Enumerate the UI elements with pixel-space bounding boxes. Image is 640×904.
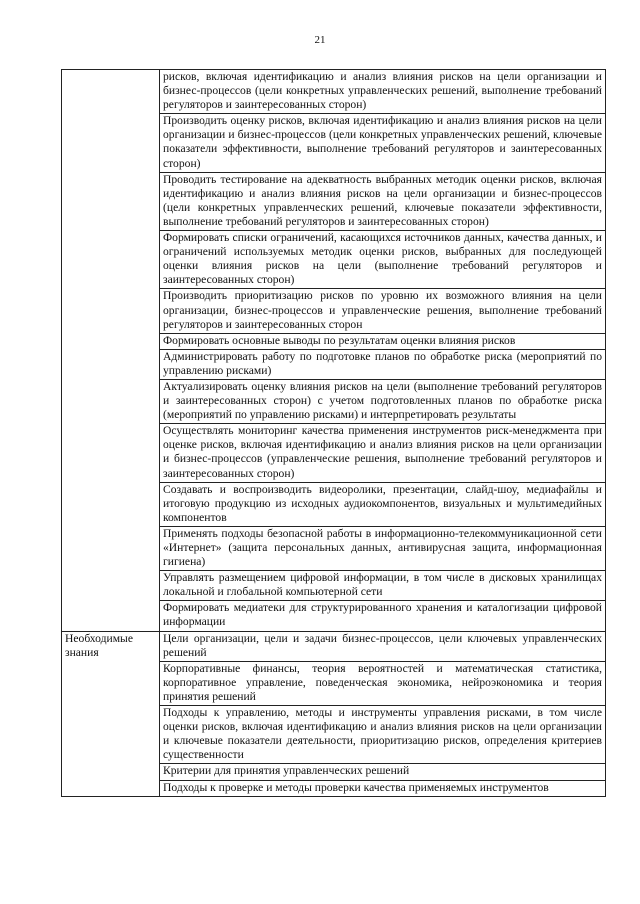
knowledge-item: Корпоративные финансы, теория вероятностей и математическая статистика, корпоративное управление, поведенческая экономика, нейроэкономика и теория принятия решений <box>160 661 606 705</box>
knowledge-item: Подходы к управлению, методы и инструменты управления рисками, в том числе оценки рисков, включая идентификацию и анализ влияния рисков на цели организации и ключевые показатели деятельности, приоритизацию рисков, определения критериев существенности <box>160 706 606 764</box>
knowledge-item: Критерии для принятия управленческих решений <box>160 764 606 780</box>
abilities-label-cell <box>62 70 160 632</box>
table-row <box>62 70 606 114</box>
ability-item: рисков, включая идентификацию и анализ влияния рисков на цели организации и бизнес-процессов (цели конкретных управленческих решений, выполнение требований регуляторов и заинтересованных сторон) <box>160 70 606 114</box>
page-number: 21 <box>314 34 326 46</box>
knowledge-item: Цели организации, цели и задачи бизнес-процессов, цели ключевых управленческих решений <box>160 631 606 661</box>
ability-item: Создавать и воспроизводить видеоролики, презентации, слайд-шоу, медиафайлы и итоговую продукцию из исходных аудиокомпонентов, визуальных и мультимедийных компонентов <box>160 482 606 526</box>
knowledge-item: Подходы к проверке и методы проверки качества применяемых инструментов <box>160 780 606 796</box>
ability-item: Производить оценку рисков, включая идентификацию и анализ влияния рисков на цели организации и бизнес-процессов (цели конкретных управленческих решений, ключевые показатели эффективности, выполнение требований регуляторов и заинтересованных сторон) <box>160 114 606 172</box>
ability-item: Актуализировать оценку влияния рисков на цели (выполнение требований регуляторов и заинтересованных сторон) с учетом подготовленных планов по обработке риска (мероприятий по управлению рисками) и интерпретировать результаты <box>160 379 606 423</box>
requirements-table <box>61 69 606 797</box>
ability-item: Управлять размещением цифровой информации, в том числе в дисковых хранилищах локальной и глобальной компьютерной сети <box>160 571 606 601</box>
ability-item: Производить приоритизацию рисков по уровню их возможного влияния на цели организации, бизнес-процессов и управленческие решения, выполнение требований регуляторов и заинтересованных сторон <box>160 289 606 333</box>
ability-item: Формировать медиатеки для структурированного хранения и каталогизации цифровой информации <box>160 601 606 631</box>
knowledge-label-cell: Необходимые знания <box>62 631 160 796</box>
ability-item: Применять подходы безопасной работы в информационно-телекоммуникационной сети «Интернет» (защита персональных данных, антивирусная защита, информационная гигиена) <box>160 526 606 570</box>
table-row <box>62 631 606 661</box>
ability-item: Формировать основные выводы по результатам оценки влияния рисков <box>160 333 606 349</box>
ability-item: Администрировать работу по подготовке планов по обработке риска (мероприятий по управлению рисками) <box>160 349 606 379</box>
ability-item: Формировать списки ограничений, касающихся источников данных, качества данных, и ограничений используемых методик оценки рисков, выбранных для последующей оценки влияния рисков на цели (выполнение требований регуляторов и заинтересованных сторон) <box>160 231 606 289</box>
ability-item: Проводить тестирование на адекватность выбранных методик оценки рисков, включая идентификацию и анализ влияния рисков на цели организации и бизнес-процессов (цели конкретных управленческих решений, ключевые показатели эффективности, выполнение требований регуляторов и заинтересованных сторон) <box>160 172 606 230</box>
ability-item: Осуществлять мониторинг качества применения инструментов риск-менеджмента при оценке рисков, включая идентификацию и анализ влияния рисков на цели организации и бизнес-процессов (управленческие решения, выполнение требований регуляторов и заинтересованных сторон) <box>160 424 606 482</box>
